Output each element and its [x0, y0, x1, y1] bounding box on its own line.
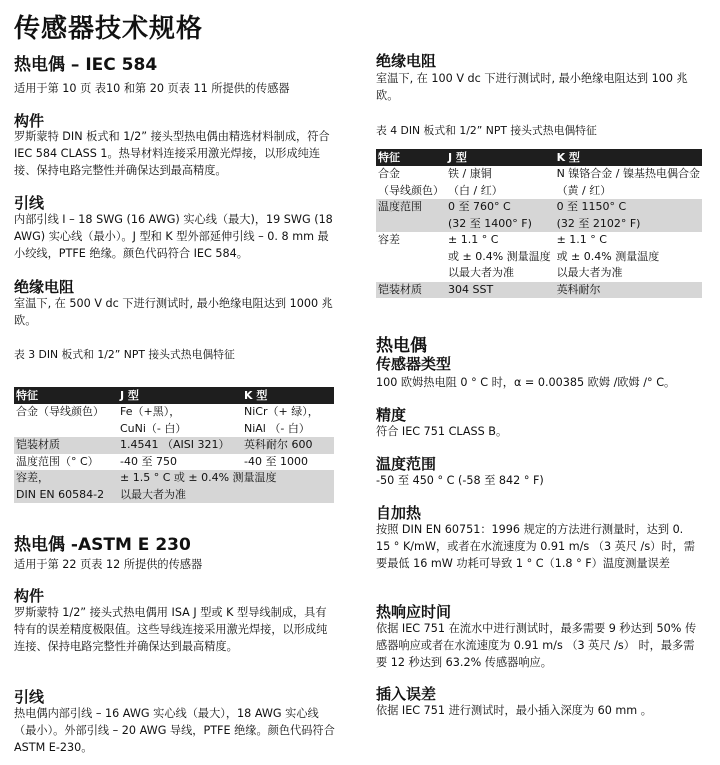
table-cell: (32 至 1400° F)	[446, 216, 555, 233]
table3	[14, 387, 334, 503]
leads-heading: 引线	[14, 194, 45, 212]
accuracy-heading: 精度	[376, 406, 407, 424]
table-row	[376, 282, 702, 299]
insulation-text: 室温下, 在 500 V dc 下进行测试时, 最小绝缘电阻达到 1000 兆欧。	[14, 297, 333, 327]
table-cell: NiCr（+ 绿），	[244, 405, 319, 418]
table-cell: 0 至 760° C	[446, 199, 555, 216]
table-row	[376, 199, 702, 216]
table-cell: DIN EN 60584-2	[14, 487, 118, 504]
table-cell: 以最大者为准	[118, 487, 242, 504]
construction2-heading: 构件	[14, 587, 45, 605]
sensor-type-heading: 传感器类型	[376, 355, 452, 373]
table-cell: 1.4541 （AISI 321）	[118, 437, 242, 454]
insulation-heading: 绝缘电阻	[14, 278, 75, 296]
table3-header-k: K 型	[242, 387, 334, 404]
table-cell	[14, 421, 118, 438]
table-row	[14, 487, 334, 504]
table-cell: ± 1.5 ° C 或 ± 0.4% 测量温度	[118, 470, 334, 487]
table4-header-k: K 型	[555, 149, 702, 166]
table-cell: 合金	[378, 167, 400, 180]
insulation-text-right: 室温下, 在 100 V dc 下进行测试时, 最小绝缘电阻达到 100 兆欧。	[376, 72, 688, 102]
leads-text: 内部引线 I – 18 SWG (16 AWG) 实心线（最大)，19 SWG (18 AWG) 实心线（最小）。J 型和 K 型外部延伸引线 – 0. 8 mm 最小绞线，PTFE 绝缘。颜色代码符合 IEC 584。	[14, 213, 333, 260]
table-cell: 以最大者为准	[556, 266, 623, 279]
table-cell: -40 至 750	[120, 454, 177, 468]
response-heading: 热响应时间	[376, 603, 452, 621]
leads2-heading: 引线	[14, 688, 45, 706]
table-cell	[242, 487, 334, 504]
table-cell: 以最大者为准	[448, 266, 514, 279]
table-row	[14, 437, 334, 454]
immersion-heading: 插入误差	[376, 685, 437, 703]
table-cell: Fe（+黑），	[120, 405, 181, 418]
temp-range-heading: 温度范围	[376, 455, 437, 473]
table-cell: NiAl （- 白）	[244, 421, 310, 435]
table-cell	[376, 265, 446, 282]
self-heating-text: 按照 DIN EN 60751：1996 规定的方法进行测量时，达到 0. 15 ° K/mW，或者在水流速度为 0.91 m/s （3 英尺 /s）时，需要最低 16 mW 功耗可导致 1 ° C（1.8 ° F）温度测量误差	[376, 523, 695, 570]
table-cell: （黄 / 红）	[556, 183, 612, 197]
rtd-heading: 热电偶	[376, 336, 427, 356]
sensor-type-text: 100 欧姆热电阻 0 ° C 时，α = 0.00385 欧姆 /欧姆 /° C。	[376, 376, 676, 389]
table-cell: 铠装材质	[14, 437, 118, 454]
table4-header-row	[376, 149, 702, 166]
response-text: 依据 IEC 751 在流水中进行测试时，最多需要 9 秒达到 50% 传感器响应或者在水流速度为 0.91 m/s （3 英尺 /s） 时，最多需要 12 秒达到 63.2% 传感器响应。	[376, 622, 697, 669]
table-cell: （导线颜色）	[378, 183, 444, 197]
construction-text: 罗斯蒙特 DIN 板式和 1/2” 接头型热电偶由精选材料制成，符合 IEC 584 CLASS 1。热导材料连接采用激光焊接，以形成纯连接、保持电路完整性并确保达到最高精度。	[14, 130, 330, 177]
table-cell	[376, 249, 446, 266]
table-cell: 温度范围	[376, 199, 446, 216]
table-cell: 温度范围（° C）	[16, 454, 99, 468]
table3-header-j: J 型	[118, 387, 242, 404]
table4-header-feature: 特征	[376, 149, 446, 166]
table-row	[14, 470, 334, 487]
table-cell: （白 / 红）	[448, 183, 503, 197]
table4-header-j: J 型	[446, 149, 555, 166]
tc-astm-heading: 热电偶 -ASTM E 230	[14, 535, 191, 555]
accuracy-text: 符合 IEC 751 CLASS B。	[376, 425, 508, 438]
table3-caption: 表 3 DIN 板式和 1/2” NPT 接头式热电偶特征	[14, 348, 235, 361]
page-title: 传感器技术规格	[14, 14, 204, 44]
insulation-heading-right: 绝缘电阻	[376, 52, 437, 70]
self-heating-heading: 自加热	[376, 504, 422, 522]
construction-heading: 构件	[14, 112, 45, 130]
table-cell: 容差，	[14, 470, 118, 487]
leads2-text: 热电偶内部引线 – 16 AWG 实心线（最大），18 AWG 实心线（最小）。外部引线 – 20 AWG 导线，PTFE 绝缘。颜色代码符合 ASTM E-230。	[14, 707, 335, 754]
table-cell: ± 1.1 ° C	[556, 233, 607, 246]
table3-header-feature: 特征	[14, 387, 118, 404]
table-row	[14, 404, 334, 421]
table4	[376, 149, 702, 298]
tc-iec-applies: 适用于第 10 页 表10 和第 20 页表 11 所提供的传感器	[14, 82, 290, 95]
table-row	[376, 183, 702, 200]
table-cell: (32 至 2102° F)	[555, 216, 702, 233]
table-cell: 或 ± 0.4% 测量温度	[556, 249, 660, 263]
table-row	[376, 166, 702, 183]
table-cell: 英科耐尔 600	[242, 437, 334, 454]
table-cell: N 镍铬合金 / 镍基热电偶合金	[556, 167, 700, 180]
table-row	[376, 216, 702, 233]
table3-header-row	[14, 387, 334, 404]
table-cell	[376, 216, 446, 233]
table-cell: CuNi（- 白）	[120, 421, 187, 435]
table-row	[376, 265, 702, 282]
table-cell: 铁 / 康铜	[448, 167, 492, 180]
table-row	[376, 249, 702, 266]
table-cell: 铠装材质	[376, 282, 446, 299]
table4-caption: 表 4 DIN 板式和 1/2” NPT 接头式热电偶特征	[376, 124, 597, 137]
table-cell: 0 至 1150° C	[555, 199, 702, 216]
table-cell: -40 至 1000	[244, 454, 308, 468]
table-row	[376, 232, 702, 249]
table-cell: ± 1.1 ° C	[448, 233, 499, 246]
table-row	[14, 454, 334, 471]
temp-range-text: -50 至 450 ° C (-58 至 842 ° F)	[376, 474, 544, 487]
tc-astm-applies: 适用于第 22 页表 12 所提供的传感器	[14, 558, 203, 571]
immersion-text: 依据 IEC 751 进行测试时，最小插入深度为 60 mm 。	[376, 704, 652, 717]
table-cell: 英科耐尔	[555, 282, 702, 299]
table-cell: 合金（导线颜色）	[16, 405, 104, 418]
table-cell: 或 ± 0.4% 测量温度	[448, 249, 551, 263]
table-row	[14, 421, 334, 438]
table-cell: 容差	[378, 233, 400, 246]
tc-iec-heading: 热电偶 – IEC 584	[14, 55, 158, 75]
table-cell: 304 SST	[446, 282, 555, 299]
construction2-text: 罗斯蒙特 1/2” 接头式热电偶用 ISA J 型或 K 型导线制成，具有特有的误差精度极限值。这些导线连接采用激光焊接，以形成纯连接、保持电路完整性并确保达到最高精度。	[14, 606, 328, 653]
